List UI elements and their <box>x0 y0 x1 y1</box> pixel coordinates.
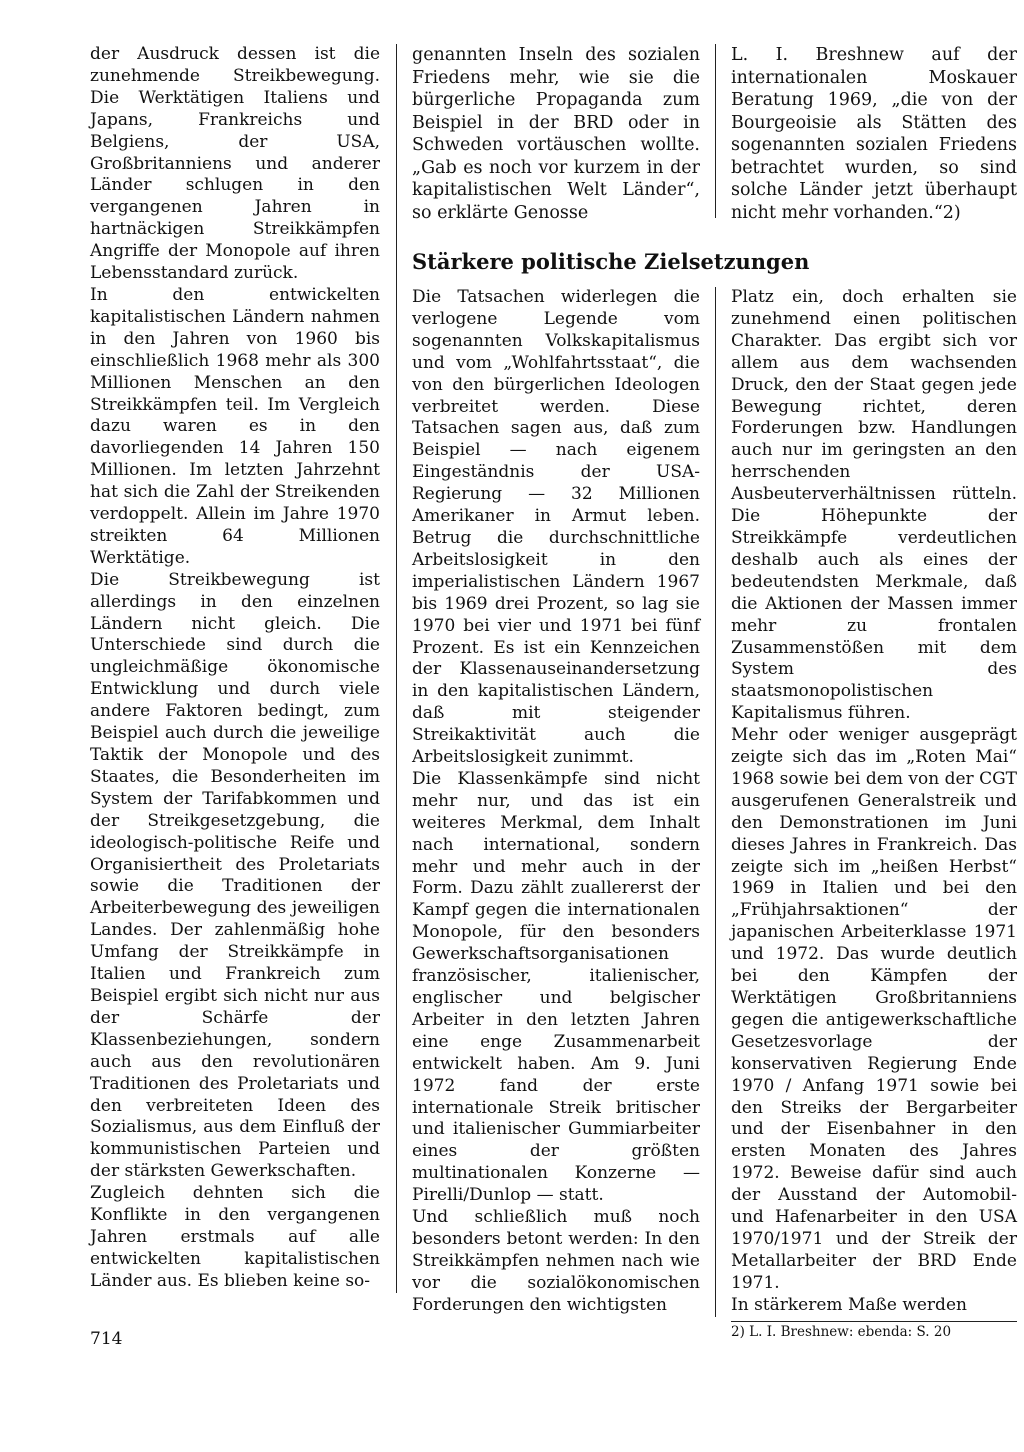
paragraph: Platz ein, doch erhalten sie zunehmend einen politischen Charakter. Das ergibt sich vor allem aus dem wachsenden Druck, den der Staat gegen jede Bewegung richtet, deren Forderungen bzw. Handlungen auch nur im geringsten an den herrschenden Ausbeuterverhältnissen rütteln. Die Höhepunkte der Streikkämpfe verdeutlichen deshalb auch als eines der bedeutendsten Merkmale, daß die Aktionen der Massen immer mehr zu frontalen Zusammenstößen mit dem System des staatsmonopolistischen Kapitalismus führen. <box>731 287 1017 724</box>
paragraph: genannten Inseln des sozialen Friedens mehr, wie sie die bürgerliche Propaganda zum Beispiel in der BRD oder in Schweden vortäuschen wollte. „Gab es noch vor kurzem in der kapitalistischen Welt Länder“, so erklärte Genosse <box>412 45 700 223</box>
paragraph: Die Tatsachen widerlegen die verlogene Legende vom sogenannten Volkskapitalismus und vom „Wohlfahrtsstaat“, die von den bürgerlichen Ideologen verbreitet werden. Diese Tatsachen sagen aus, daß zum Beispiel — nach eigenem Eingeständnis der USA-Regierung — 32 Millionen Amerikaner in Armut leben. Betrug die durchschnittliche Arbeitslosigkeit in den imperialistischen Ländern 1967 bis 1969 drei Prozent, so lag sie 1970 bei vier und 1971 bei fünf Prozent. Es ist ein Kennzeichen der Klassenauseinandersetzung in den kapitalistischen Ländern, daß mit steigender Streikaktivität auch die Arbeitslosigkeit zunimmt. <box>412 287 700 768</box>
left-column <box>90 44 380 1293</box>
middle-column-top <box>412 44 700 224</box>
right-column-top <box>731 44 1017 224</box>
paragraph: Und schließlich muß noch besonders betont werden: In den Streikkämpfen nehmen nach wie vor die sozialökonomischen Forderungen den wichtigsten <box>412 1207 700 1315</box>
page-number: 714 <box>90 1329 123 1349</box>
column-divider <box>715 44 716 218</box>
paragraph: Die Klassenkämpfe sind nicht mehr nur, und das ist ein weiteres Merkmal, dem Inhalt nach international, sondern mehr und mehr auch in der Form. Dazu zählt zuallererst der Kampf gegen die internationalen Monopole, für den besonders Gewerkschaftsorganisationen französischer, italienischer, englischer und belgischer Arbeiter in den letzten Jahren eine enge Zusammenarbeit entwickelt haben. Am 9. Juni 1972 fand der erste internationale Streik britischer und italienischer Gummiarbeiter eines der größten multinationalen Konzerne — Pirelli/Dunlop — statt. <box>412 768 700 1206</box>
right-column-lower <box>731 287 1017 1317</box>
paragraph: In stärkerem Maße werden <box>731 1294 967 1315</box>
section-heading: Stärkere politische Zielsetzungen <box>412 249 810 274</box>
footnote: 2) L. I. Breshnew: ebenda: S. 20 <box>731 1321 1017 1341</box>
paragraph: Mehr oder weniger ausgeprägt zeigte sich das im „Roten Mai“ 1968 sowie bei dem von der CGT ausgerufenen Generalstreik und den Demonstrationen im Juni dieses Jahres in Frankreich. Das zeigte sich im „heißen Herbst“ 1969 in Italien und bei den „Frühjahrsaktionen“ der japanischen Arbeiterklasse 1971 und 1972. Das wurde deutlich bei den Kämpfen der Werktätigen Großbritanniens gegen die antigewerkschaftliche Gesetzesvorlage der konservativen Regierung Ende 1970 / Anfang 1971 sowie bei den Streiks der Bergarbeiter und der Eisenbahner in den ersten Monaten des Jahres 1972. Beweise dafür sind auch der Ausstand der Automobil- und Hafenarbeiter in den USA 1970/1971 und der Streik der Metallarbeiter der BRD Ende 1971. <box>731 725 1017 1293</box>
column-divider <box>715 287 716 1317</box>
paragraph: L. I. Breshnew auf der internationalen Moskauer Beratung 1969, „die von der Bourgeoisie als Stätten des sogenannten sozialen Friedens betrachtet wurden, so sind solche Länder jetzt überhaupt nicht mehr vorhanden.“2) <box>731 45 1017 223</box>
paragraph: Die Streikbewegung ist allerdings in den einzelnen Ländern nicht gleich. Die Unterschiede sind durch die ungleichmäßige ökonomische Entwicklung und durch viele andere Faktoren bedingt, zum Beispiel auch durch die jeweilige Taktik der Monopole und des Staates, die Besonderheiten im System der Tarifabkommen und der Streikgesetzgebung, die ideologisch-politische Reife und Organisiertheit des Proletariats sowie die Traditionen der Arbeiterbewegung des jeweiligen Landes. Der zahlenmäßig hohe Umfang der Streikkämpfe in Italien und Frankreich zum Beispiel ergibt sich nicht nur aus der Schärfe der Klassenbeziehungen, sondern auch aus den revolutionären Traditionen des Proletariats und den verbreiteten Ideen des Sozialismus, aus dem Einfluß der kommunistischen Parteien und der stärksten Gewerkschaften. <box>90 569 380 1182</box>
middle-column-lower <box>412 287 700 1317</box>
paragraph: Zugleich dehnten sich die Konflikte in den vergangenen Jahren erstmals auf alle entwickelten kapitalistischen Länder aus. Es blieben keine so- <box>90 1183 380 1291</box>
column-divider <box>396 44 397 1293</box>
paragraph: In den entwickelten kapitalistischen Ländern nahmen in den Jahren von 1960 bis einschließlich 1968 mehr als 300 Millionen Menschen an den Streikkämpfen teil. Im Vergleich dazu waren es in den davorliegenden 14 Jahren 150 Millionen. Im letzten Jahrzehnt hat sich die Zahl der Streikenden verdoppelt. Allein im Jahre 1970 streikten 64 Millionen Werktätige. <box>90 284 380 568</box>
paragraph: der Ausdruck dessen ist die zunehmende Streikbewegung. Die Werktätigen Italiens und Japans, Frankreichs und Belgiens, der USA, Großbritanniens und anderer Länder schlugen in den vergangenen Jahren in hartnäckigen Streikkämpfen Angriffe der Monopole auf ihren Lebensstandard zurück. <box>90 44 380 284</box>
